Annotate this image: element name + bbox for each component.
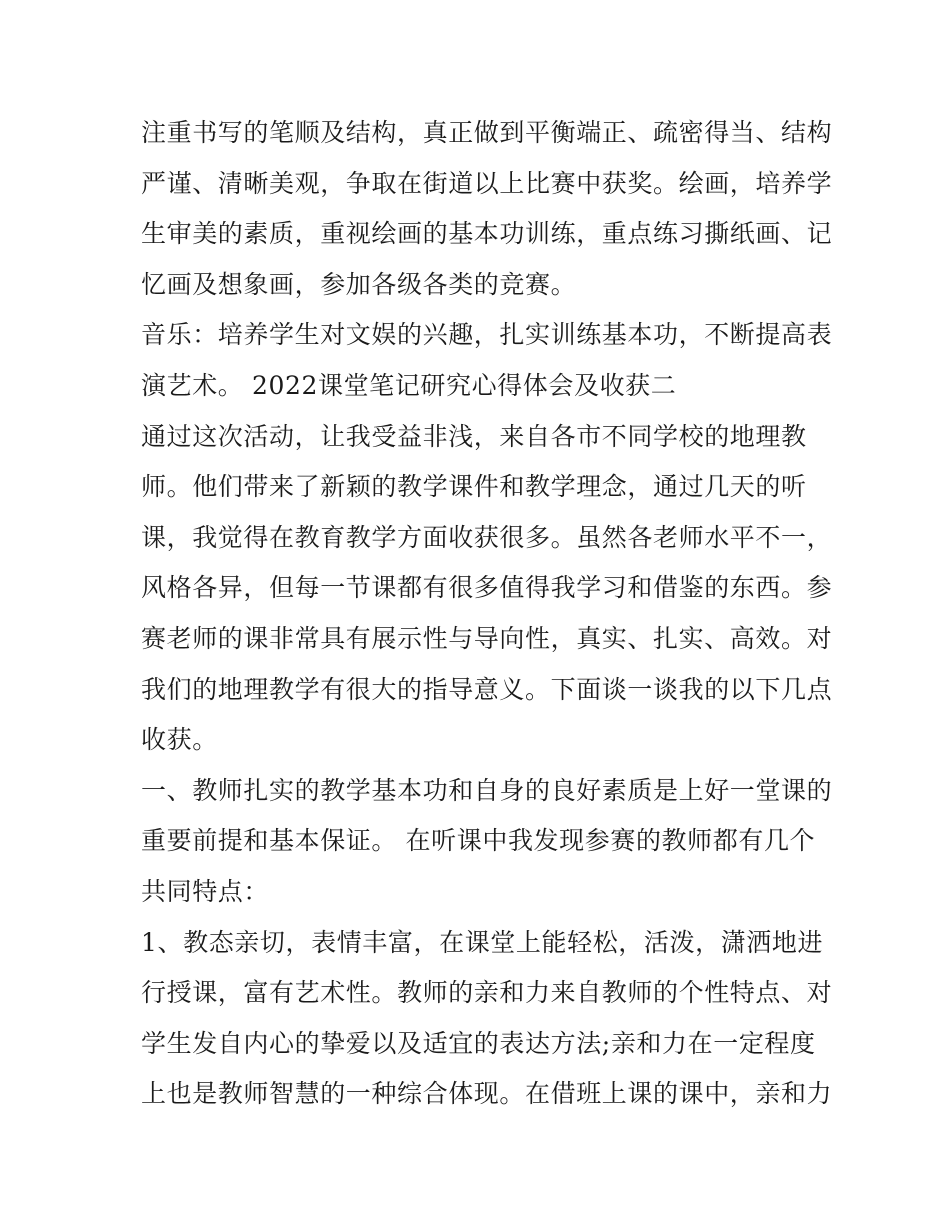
text-line: 学生发自内心的挚爱以及适宜的表达方法;亲和力在一定程度: [141, 1028, 816, 1058]
text-line: 严谨、清晰美观，争取在街道以上比赛中获奖。绘画，培养学: [141, 168, 833, 198]
text-line: 共同特点：: [141, 876, 270, 906]
text-line: 通过这次活动，让我受益非浅，来自各市不同学校的地理教: [141, 421, 807, 451]
text-line: 音乐：培养学生对文娱的兴趣，扎实训练基本功，不断提高表: [141, 320, 833, 350]
text-line: 课，我觉得在教育教学方面收获很多。虽然各老师水平不一，: [141, 522, 833, 552]
text-line: 赛老师的课非常具有展示性与导向性，真实、扎实、高效。对: [141, 623, 833, 653]
text-line: 忆画及想象画，参加各级各类的竞赛。: [141, 269, 577, 299]
text-line: 行授课，富有艺术性。教师的亲和力来自教师的个性特点、对: [141, 978, 833, 1008]
text-line: 一、教师扎实的教学基本功和自身的良好素质是上好一堂课的: [141, 775, 833, 805]
text-line: 上也是教师智慧的一种综合体现。在借班上课的课中，亲和力: [141, 1079, 833, 1109]
text-line: 我们的地理教学有很大的指导意义。下面谈一谈我的以下几点: [141, 674, 833, 704]
text-line: 演艺术。 2022课堂笔记研究心得体会及收获二: [141, 370, 677, 400]
text-line: 风格各异，但每一节课都有很多值得我学习和借鉴的东西。参: [141, 573, 833, 603]
text-line: 重要前提和基本保证。 在听课中我发现参赛的教师都有几个: [141, 826, 816, 856]
text-line: 注重书写的笔顺及结构，真正做到平衡端正、疏密得当、结构: [141, 118, 833, 147]
document-body: [141, 108, 833, 1120]
text-line: 收获。: [141, 725, 218, 755]
text-line: 生审美的素质，重视绘画的基本功训练，重点练习撕纸画、记: [141, 219, 833, 249]
text-line: 1、教态亲切，表情丰富，在课堂上能轻松，活泼，潇洒地进: [141, 927, 824, 957]
text-line: 师。他们带来了新颖的教学课件和教学理念，通过几天的听: [141, 472, 807, 502]
